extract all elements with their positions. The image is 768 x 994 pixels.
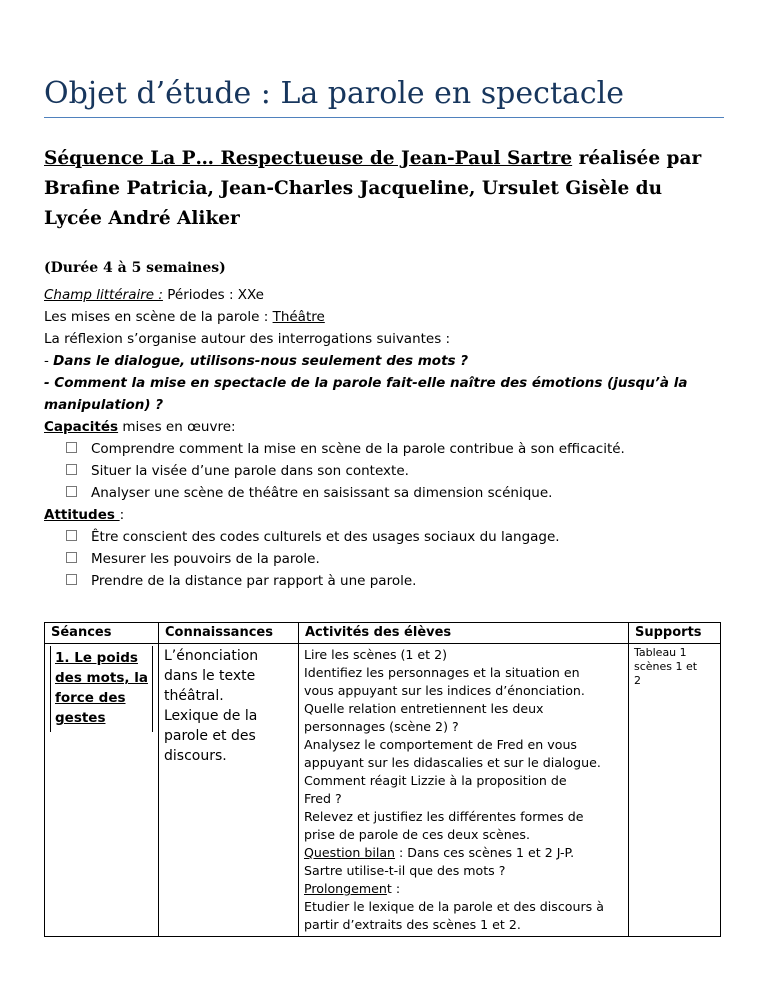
sequence-link: Séquence La P… Respectueuse de Jean-Paul Sartre [44,148,573,169]
champ-value: Périodes : XXe [162,287,264,303]
checkbox-bullet-icon [66,552,77,563]
seance-title: 1. Le poids des mots, la force des gestes [50,646,153,732]
question-1 [44,350,734,372]
attitude-item: Mesurer les pouvoirs de la parole. [44,548,734,570]
mises-text: Les mises en scène de la parole : [44,309,273,325]
checkbox-bullet-icon [66,486,77,497]
prolongement: Prolongement : [304,881,401,896]
attitudes-suffix: : [119,507,125,523]
capacites-label: Capacités [44,419,119,435]
checkbox-bullet-icon [66,464,77,475]
capacites-suffix: mises en œuvre: [118,419,236,435]
checkbox-bullet-icon [66,574,77,585]
checkbox-bullet-icon [66,530,77,541]
champ-label: Champ littéraire : [44,287,163,303]
attitude-item: Être conscient des codes culturels et des usages sociaux du langage. [44,526,734,548]
attitudes-label: Attitudes [44,507,120,523]
supports-cell: Tableau 1 scènes 1 et 2 [629,644,721,937]
question-1-text: Dans le dialogue, utilisons-nous seulement des mots ? [53,353,469,369]
table-header-row [45,623,721,644]
duration: (Durée 4 à 5 semaines) [44,260,226,276]
question-2-line-2: manipulation) ? [44,397,164,413]
table-row [45,644,721,937]
question-2-line-1: - Comment la mise en spectacle de la parole fait-elle naître des émotions (jusqu’à la [44,375,688,391]
reflexion-line: La réflexion s’organise autour des interrogations suivantes : [44,331,451,347]
checkbox-bullet-icon [66,442,77,453]
page-title: Objet d’étude : La parole en spectacle [44,76,724,118]
capacite-item: Analyser une scène de théâtre en saisissant sa dimension scénique. [44,482,734,504]
capacite-item: Situer la visée d’une parole dans son contexte. [44,460,734,482]
attitudes-heading [44,504,734,526]
capacite-item: Comprendre comment la mise en scène de la parole contribue à son efficacité. [44,438,734,460]
mises-value: Théâtre [272,309,325,325]
seances-table [44,622,721,937]
header-connaissances: Connaissances [159,623,299,644]
sequence-authors-prefix: réalisée par [572,148,702,169]
question-bilan: Question bilan : Dans ces scènes 1 et 2 J-P. [304,845,575,860]
seance-cell [45,644,159,937]
sequence-heading [44,144,734,234]
champ-line [44,284,734,306]
attitude-item: Prendre de la distance par rapport à une parole. [44,570,734,592]
header-supports: Supports [629,623,721,644]
capacites-heading [44,416,734,438]
mises-line [44,306,734,328]
sequence-school: Lycée André Aliker [44,208,240,229]
body-text [44,284,734,592]
sequence-authors: Brafine Patricia, Jean-Charles Jacqueline, Ursulet Gisèle du [44,178,663,199]
header-seances: Séances [45,623,159,644]
header-activites: Activités des élèves [299,623,629,644]
activites-cell: Lire les scènes (1 et 2) Identifiez les personnages et la situation en vous appuyant sur les indices d’énonciation. Quelle relation entretiennent les deux personnages (scène 2) ? Analysez le comportement de Fred en vous appuyant sur les didascalies et sur le dialogue. Comment réagit Lizzie à la proposition de Fred ? Relevez et justifiez les différentes formes de prise de parole de ces deux scènes. Question bilan : Dans ces scènes 1 et 2 J-P. Sartre utilise-t-il que des mots ? Prolongement : Etudier le lexique de la parole et des discours à partir d’extraits des scènes 1 et 2. [299,644,629,937]
connaissances-cell: L’énonciation dans le texte théâtral. Lexique de la parole et des discours. [159,644,299,937]
question-1-dash: - [44,353,54,369]
